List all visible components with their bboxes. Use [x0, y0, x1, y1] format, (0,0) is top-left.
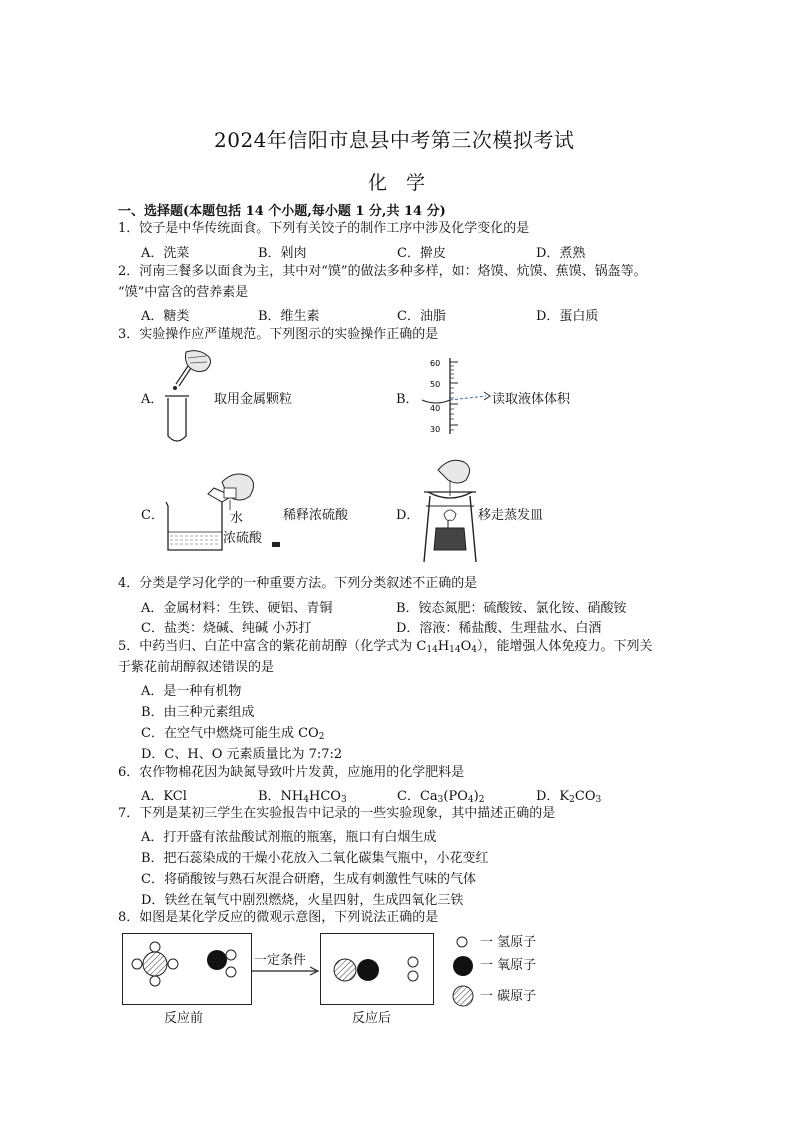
q7-option-d: D．铁丝在氧气中剧烈燃烧，火星四射，生成四氧化三铁 — [141, 893, 464, 908]
subject-title: 化 学 — [368, 172, 426, 194]
q2-stem-line2: “馍”中富含的营养素是 — [118, 285, 249, 300]
q4-option-c: C．盐类：烧碱、纯碱 小苏打 — [141, 621, 312, 636]
q2-option-b: B．维生素 — [258, 309, 320, 324]
q3-b-label: 读取液体体积 — [492, 392, 571, 407]
q6-option-b: B．$NH_4HCO_3$ — [258, 789, 347, 805]
q2-option-a: A．糖类 — [141, 309, 190, 324]
test-tube-tweezers-figure — [160, 348, 220, 446]
q2-option-d: D．蛋白质 — [536, 309, 599, 324]
q3-c-letter: C． — [141, 508, 164, 523]
after-label: 反应后 — [352, 1011, 392, 1026]
q8-stem: 8．如图是某化学反应的微观示意图，下列说法正确的是 — [118, 910, 439, 925]
q4-option-b: B．铵态氮肥：硫酸铵、氯化铵、硝酸铵 — [396, 601, 627, 616]
q7-option-c: C．将硝酸铵与熟石灰混合研磨，生成有刺激性气味的气体 — [141, 872, 476, 887]
q2-option-c: C．油脂 — [397, 309, 446, 324]
q1-option-a: A．洗菜 — [141, 246, 190, 261]
q4-option-a: A．金属材料：生铁、硬铝、青铜 — [141, 601, 333, 616]
carbon-atom-icon — [453, 986, 473, 1006]
exam-title: 2024年信阳市息县中考第三次模拟考试 — [214, 128, 575, 152]
legend-carbon: 一 碳原子 — [480, 989, 537, 1004]
q6-stem: 6．农作物棉花因为缺氮导致叶片发黄，应施用的化学肥料是 — [118, 765, 465, 780]
q3-d-letter: D． — [396, 508, 420, 523]
molecules-after — [321, 934, 433, 1004]
section-header: 一、选择题(本题包括 14 个小题,每小题 1 分,共 14 分) — [118, 204, 446, 219]
q3-stem: 3．实验操作应严谨规范。下列图示的实验操作正确的是 — [118, 327, 439, 342]
q1-option-c: C．擀皮 — [397, 246, 446, 261]
q7-option-b: B．把石蕊染成的干燥小花放入二氧化碳集气瓶中，小花变红 — [141, 851, 489, 866]
reaction-condition: 一定条件 — [254, 953, 307, 968]
cylinder-tick-40: 40 — [430, 404, 441, 413]
q5-option-c: C．在空气中燃烧可能生成 $CO_2$ — [141, 726, 325, 742]
q6-option-a: A．KCl — [141, 789, 187, 804]
reaction-arrow — [250, 966, 322, 976]
q3-c-acid-label: 浓硫酸 — [223, 531, 263, 546]
cylinder-tick-50: 50 — [430, 380, 441, 389]
q3-c-water-label: 水 — [230, 511, 244, 526]
legend-hydrogen: 一 氢原子 — [480, 935, 537, 950]
q3-d-label: 移走蒸发皿 — [478, 508, 544, 523]
graduated-cylinder-figure — [420, 356, 500, 436]
q3-a-letter: A． — [141, 392, 164, 407]
q5-option-a: A．是一种有机物 — [141, 684, 242, 699]
q3-a-label: 取用金属颗粒 — [214, 392, 293, 407]
reaction-after-box — [320, 933, 434, 1005]
q5-stem-line2: 于紫花前胡醇叙述错误的是 — [118, 660, 275, 675]
q4-option-d: D．溶液：稀盐酸、生理盐水、白酒 — [396, 621, 602, 636]
q1-option-d: D．煮熟 — [536, 246, 586, 261]
evaporating-dish-figure — [420, 456, 480, 566]
q1-option-b: B．剁肉 — [258, 246, 307, 261]
q7-option-a: A．打开盛有浓盐酸试剂瓶的瓶塞，瓶口有白烟生成 — [141, 830, 437, 845]
q3-c-label: 稀释浓硫酸 — [283, 508, 349, 523]
oxygen-atom-icon — [453, 956, 473, 976]
cylinder-tick-60: 60 — [430, 359, 441, 368]
q3-b-letter: B． — [396, 392, 419, 407]
q7-stem: 7．下列是某初三学生在实验报告中记录的一些实验现象，其中描述正确的是 — [118, 806, 556, 821]
cylinder-tick-30: 30 — [430, 425, 441, 434]
q5-option-b: B．由三种元素组成 — [141, 705, 255, 720]
q6-option-c: C．$Ca_3(PO_4)_2$ — [397, 789, 485, 805]
q1-stem: 1．饺子是中华传统面食。下列有关饺子的制作工序中涉及化学变化的是 — [118, 221, 530, 236]
q5-stem-line1: 5．中药当归、白芷中富含的紫花前胡醇（化学式为 $C_{14}H_{14}O_4$），能增强人体免疫力。下列关 — [118, 639, 653, 655]
molecules-before — [123, 934, 251, 1004]
before-label: 反应前 — [164, 1011, 204, 1026]
q4-stem: 4．分类是学习化学的一种重要方法。下列分类叙述不正确的是 — [118, 576, 478, 591]
reaction-before-box — [122, 933, 252, 1005]
hydrogen-atom-icon — [457, 937, 467, 947]
q5-option-d: D．C、H、O 元素质量比为 7:7:2 — [141, 747, 343, 762]
q6-option-d: D．$K_2CO_3$ — [536, 789, 602, 805]
atom-legend-symbols — [452, 934, 482, 1010]
q2-stem-line1: 2．河南三餐多以面食为主，其中对“馍”的做法多种多样，如：烙馍、炕馍、蕉馍、锅盔等。 — [118, 264, 647, 279]
legend-oxygen: 一 氧原子 — [480, 958, 537, 973]
